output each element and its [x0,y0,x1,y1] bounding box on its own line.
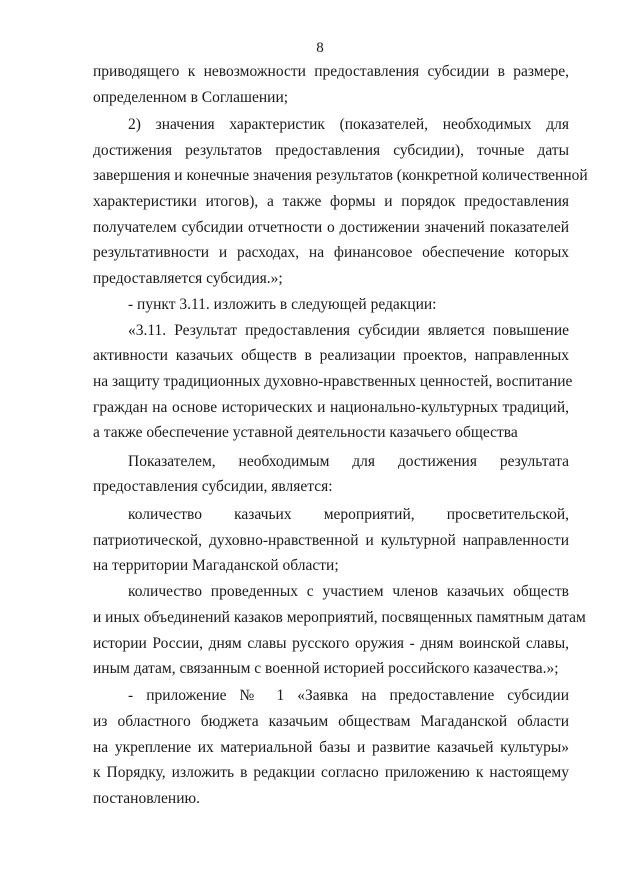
text-line: определенном в Соглашении; [93,89,289,106]
text-line: на укрепление их материальной базы и развитие казачьей культуры» [93,739,569,756]
text-line: предоставляется субсидия.»; [93,270,283,287]
text-line: получателем субсидии отчетности о достижении значений показателей [93,219,569,236]
text-line: Показателем, необходимым для достижения результата [128,453,569,470]
text-line: - пункт 3.11. изложить в следующей редакции: [128,296,437,313]
text-line: результативности и расходах, на финансовое обеспечение которых [93,244,569,261]
text-line: - приложение № 1 «Заявка на предоставление субсидии [128,687,569,704]
text-line: «3.11. Результат предоставления субсидии является повышение [128,322,569,339]
text-line: предоставления субсидии, является: [93,478,333,495]
text-line: количество проведенных с участием членов казачьих обществ [128,583,569,600]
text-line: граждан на основе исторических и национально-культурных традиций, [93,399,569,416]
text-line: а также обеспечение уставной деятельности казачьего общества [93,424,518,441]
text-line: иным датам, связанным с военной историей российского казачества.»; [93,660,559,677]
text-line: патриотической, духовно-нравственной и культурной направленности [93,532,569,549]
text-line: количество казачьих мероприятий, просветительской, [128,506,569,523]
text-line: достижения результатов предоставления субсидии), точные даты [93,142,569,159]
text-line: характеристики итогов), а также формы и порядок предоставления [93,193,569,210]
text-line: активности казачьих обществ в реализации проектов, направленных [93,347,569,364]
text-line: к Порядку, изложить в редакции согласно приложению к настоящему [93,764,569,781]
page-number: 8 [316,40,324,56]
text-line: истории России, дням славы русского оружия - дням воинской славы, [93,635,569,652]
text-line: 2) значения характеристик (показателей, необходимых для [128,116,569,133]
text-line: приводящего к невозможности предоставления субсидии в размере, [93,63,569,80]
text-line: завершения и конечные значения результатов (конкретной количественной [93,167,588,184]
text-line: на защиту традиционных духовно-нравственных ценностей, воспитание [93,373,573,390]
text-line: на территории Магаданской области; [93,557,339,574]
text-line: постановлению. [93,790,200,807]
text-line: из областного бюджета казачьим обществам Магаданской области [93,713,569,730]
text-line: и иных объединений казаков мероприятий, посвященных памятным датам [93,609,586,626]
